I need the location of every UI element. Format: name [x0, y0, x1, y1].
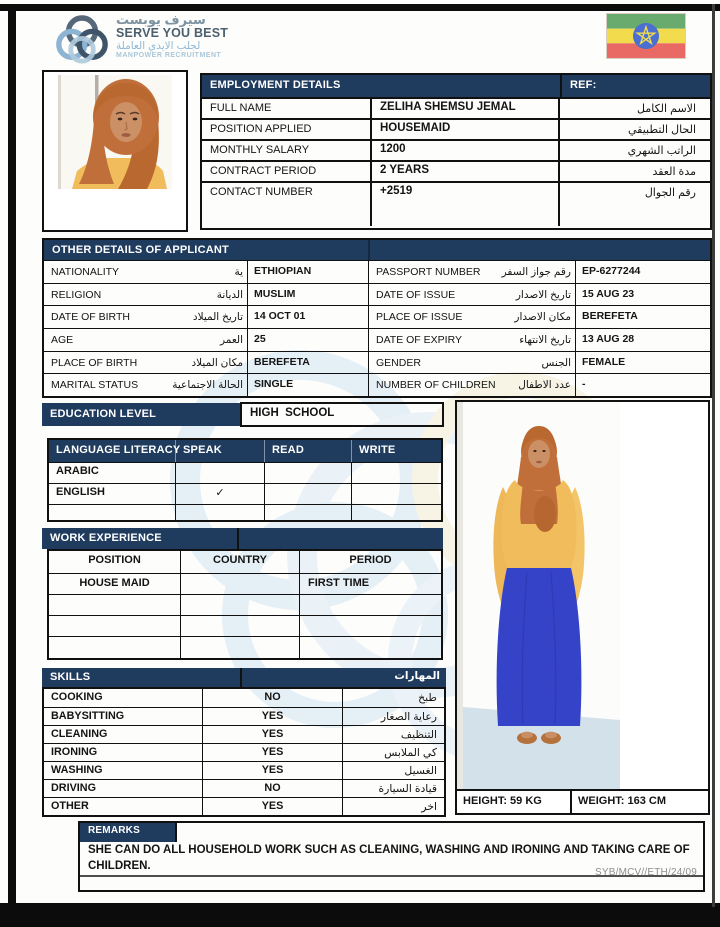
section-title: OTHER DETAILS OF APPLICANT [52, 244, 229, 256]
field-label-cell [368, 306, 575, 328]
write-cell [351, 484, 441, 504]
table-row [49, 573, 441, 594]
skill-label: COOKING [51, 690, 103, 703]
skill-value: YES [202, 762, 342, 779]
table-row [49, 636, 441, 658]
field-label-arabic: الجنس [541, 356, 571, 369]
full-body-photo-drawing [457, 402, 620, 789]
language-name [49, 505, 175, 520]
field-label: DATE OF ISSUE [376, 288, 456, 301]
field-label: PLACE OF BIRTH [51, 356, 138, 369]
employment-details-table [200, 73, 712, 230]
skills-header [42, 668, 446, 687]
country-cell [180, 574, 299, 594]
field-label-cell [44, 374, 247, 396]
table-row [44, 743, 444, 761]
field-value: 1200 [370, 141, 558, 160]
field-label: NUMBER OF CHILDREN [376, 379, 496, 392]
section-title: WORK EXPERIENCE [50, 532, 162, 544]
weight-value: WEIGHT: 163 CM [570, 791, 708, 813]
country-cell [180, 637, 299, 658]
read-cell [264, 484, 351, 504]
field-label: MONTHLY SALARY [210, 144, 310, 156]
language-literacy-header [49, 440, 441, 462]
position-cell [49, 616, 180, 636]
other-details-table [42, 238, 712, 398]
field-label: PASSPORT NUMBER [376, 265, 481, 278]
remarks-header [80, 823, 703, 842]
field-label-arabic: رقم جواز السفر [501, 265, 571, 278]
table-row [44, 689, 444, 707]
table-row [202, 139, 710, 160]
column-header: SPEAK [175, 440, 264, 462]
field-value: BEREFETA [247, 352, 368, 374]
field-label: CONTACT NUMBER [210, 186, 313, 198]
field-value: 14 OCT 01 [247, 306, 368, 328]
skill-label: CLEANING [51, 727, 108, 740]
field-label-arabic: الحالة الاجتماعية [172, 379, 243, 392]
field-label: DATE OF BIRTH [51, 311, 130, 324]
period-cell [299, 595, 441, 615]
field-label: PLACE OF ISSUE [376, 311, 463, 324]
field-label: GENDER [376, 356, 421, 369]
other-details-header [44, 240, 710, 260]
portrait-photo [42, 70, 188, 232]
field-label-arabic: تاريخ الاصدار [515, 288, 571, 301]
field-label-cell [368, 374, 575, 396]
skill-value: NO [202, 780, 342, 797]
field-label: NATIONALITY [51, 265, 120, 278]
field-label-cell [44, 306, 247, 328]
field-label-arabic: الحال التطبيقي [558, 120, 710, 139]
work-experience-columns [49, 551, 441, 573]
logo-title: SERVE YOU BEST [116, 25, 229, 40]
position-cell: HOUSE MAID [79, 577, 150, 589]
table-row [44, 779, 444, 797]
logo-knot-icon [54, 11, 110, 67]
field-label-arabic: تاريخ الميلاد [192, 311, 243, 324]
work-experience-table [47, 549, 443, 660]
remarks-text: SHE CAN DO ALL HOUSEHOLD WORK SUCH AS CLEANING, WASHING AND IRONING AND TAKING CARE OF CHILDREN. [80, 842, 703, 877]
table-row [44, 283, 710, 306]
skills-table [42, 687, 446, 817]
skill-value: YES [202, 708, 342, 725]
field-label-cell [368, 261, 575, 283]
table-row [49, 594, 441, 615]
table-row [202, 160, 710, 181]
work-experience-header [42, 528, 443, 549]
field-value: +2519 [370, 183, 558, 226]
skill-label-arabic: كي الملابس [342, 744, 444, 761]
speak-cell [175, 463, 264, 483]
company-logo [54, 11, 274, 69]
section-title: REMARKS [80, 823, 177, 842]
position-cell [49, 637, 180, 658]
scan-frame-right [712, 4, 715, 907]
field-label-arabic: مكان الاصدار [514, 311, 571, 324]
table-row [44, 761, 444, 779]
field-value: 13 AUG 28 [575, 329, 710, 351]
logo-subtitle: MANPOWER RECRUITMENT [116, 51, 222, 59]
skill-label: OTHER [51, 799, 89, 812]
skill-label: WASHING [51, 763, 103, 776]
field-label-cell [44, 329, 247, 351]
field-label-arabic: العمر [219, 333, 243, 346]
skill-value: YES [202, 726, 342, 743]
section-title: SKILLS [50, 671, 91, 683]
table-row [44, 707, 444, 725]
field-value: SINGLE [247, 374, 368, 396]
body-stats-row [457, 789, 708, 813]
field-label-arabic: رقم الجوال [558, 183, 710, 226]
skill-label-arabic: التنظيف [342, 726, 444, 743]
speak-cell [175, 505, 264, 520]
skill-label: IRONING [51, 745, 98, 758]
table-row [202, 181, 710, 226]
scan-frame-top [0, 4, 720, 11]
field-label-arabic: الاسم الكامل [558, 99, 710, 118]
skill-label-arabic: طبخ [342, 689, 444, 707]
column-header: POSITION [88, 554, 141, 566]
height-value: HEIGHT: 59 KG [463, 795, 542, 807]
table-row [44, 260, 710, 283]
header-spacer [237, 528, 443, 549]
field-label-cell [44, 261, 247, 283]
skill-label-arabic: رعاية الصغار [342, 708, 444, 725]
skill-label: DRIVING [51, 781, 96, 794]
country-cell [180, 595, 299, 615]
document-ref-code: SYB/MCV//ETH/24/09 [595, 867, 697, 878]
skill-label: BABYSITTING [51, 709, 125, 722]
field-label-cell [44, 284, 247, 306]
field-value: FEMALE [575, 352, 710, 374]
full-body-photo [455, 400, 710, 815]
table-row [44, 797, 444, 815]
field-label-arabic: ية [234, 265, 243, 278]
table-row [44, 305, 710, 328]
field-label-cell [368, 352, 575, 374]
table-row [49, 504, 441, 520]
field-value: - [575, 374, 710, 396]
remarks-section [78, 821, 705, 892]
field-value: 2 YEARS [370, 162, 558, 181]
field-label: DATE OF EXPIRY [376, 333, 462, 346]
field-value: BEREFETA [575, 306, 710, 328]
speak-cell checkmark: ✓ [175, 484, 264, 504]
read-cell [264, 505, 351, 520]
employment-details-header [202, 75, 710, 97]
portrait-photo-drawing [44, 72, 186, 230]
header-spacer [368, 240, 710, 260]
education-level-value: HIGH SCHOOL [240, 402, 444, 427]
table-row [44, 351, 710, 374]
field-label: MARITAL STATUS [51, 379, 139, 392]
field-value: EP-6277244 [575, 261, 710, 283]
field-value: ZELIHA SHEMSU JEMAL [370, 99, 558, 118]
logo-arabic-title: سيرف يوبست [116, 12, 206, 27]
table-row [202, 97, 710, 118]
read-cell [264, 463, 351, 483]
language-name: ENGLISH [56, 486, 105, 498]
scan-frame-left [8, 4, 16, 927]
skill-label-arabic: اخر [342, 798, 444, 815]
table-row [44, 725, 444, 743]
skill-value: NO [202, 689, 342, 707]
table-row [49, 483, 441, 504]
column-header: COUNTRY [180, 551, 299, 573]
field-label: POSITION APPLIED [210, 123, 312, 135]
field-label: AGE [51, 333, 74, 346]
field-label-arabic: مكان الميلاد [191, 356, 243, 369]
education-level-label: EDUCATION LEVEL [42, 403, 240, 426]
section-title-arabic: المهارات [240, 668, 446, 687]
field-value: 15 AUG 23 [575, 284, 710, 306]
position-cell [49, 595, 180, 615]
field-label-cell [368, 284, 575, 306]
field-label-cell [44, 352, 247, 374]
skill-value: YES [202, 744, 342, 761]
field-value: 25 [247, 329, 368, 351]
ref-label: REF: [560, 75, 710, 97]
column-header: WRITE [351, 440, 441, 462]
write-cell [351, 505, 441, 520]
ethiopia-flag-icon [606, 13, 686, 59]
field-label-arabic: الراتب الشهري [558, 141, 710, 160]
field-label-arabic: الديانة [216, 288, 243, 301]
column-header: LANGUAGE LITERACY [56, 444, 181, 456]
logo-arabic-subtitle: لجلب الايدي العاملة [116, 39, 201, 52]
country-cell [180, 616, 299, 636]
skill-value: YES [202, 798, 342, 815]
period-cell: FIRST TIME [299, 574, 441, 594]
table-row [44, 328, 710, 351]
language-literacy-table [47, 438, 443, 522]
field-label-arabic: عدد الاطفال [518, 379, 571, 392]
period-cell [299, 616, 441, 636]
table-row [202, 118, 710, 139]
field-value: MUSLIM [247, 284, 368, 306]
period-cell [299, 637, 441, 658]
field-label: RELIGION [51, 288, 102, 301]
section-title: EMPLOYMENT DETAILS [210, 79, 341, 91]
skill-label-arabic: الغسيل [342, 762, 444, 779]
language-name: ARABIC [56, 465, 99, 477]
scan-frame-bottom [0, 903, 720, 927]
field-value: HOUSEMAID [370, 120, 558, 139]
field-label: CONTRACT PERIOD [210, 165, 317, 177]
table-row [44, 373, 710, 396]
column-header: READ [264, 440, 351, 462]
column-header: PERIOD [299, 551, 441, 573]
table-row [49, 615, 441, 636]
write-cell [351, 463, 441, 483]
field-label-cell [368, 329, 575, 351]
skill-label-arabic: قيادة السيارة [342, 780, 444, 797]
field-label: FULL NAME [210, 102, 272, 114]
table-row [49, 462, 441, 483]
field-label-arabic: مدة العقد [558, 162, 710, 181]
field-label-arabic: تاريخ الانتهاء [519, 333, 571, 346]
field-value: ETHIOPIAN [247, 261, 368, 283]
